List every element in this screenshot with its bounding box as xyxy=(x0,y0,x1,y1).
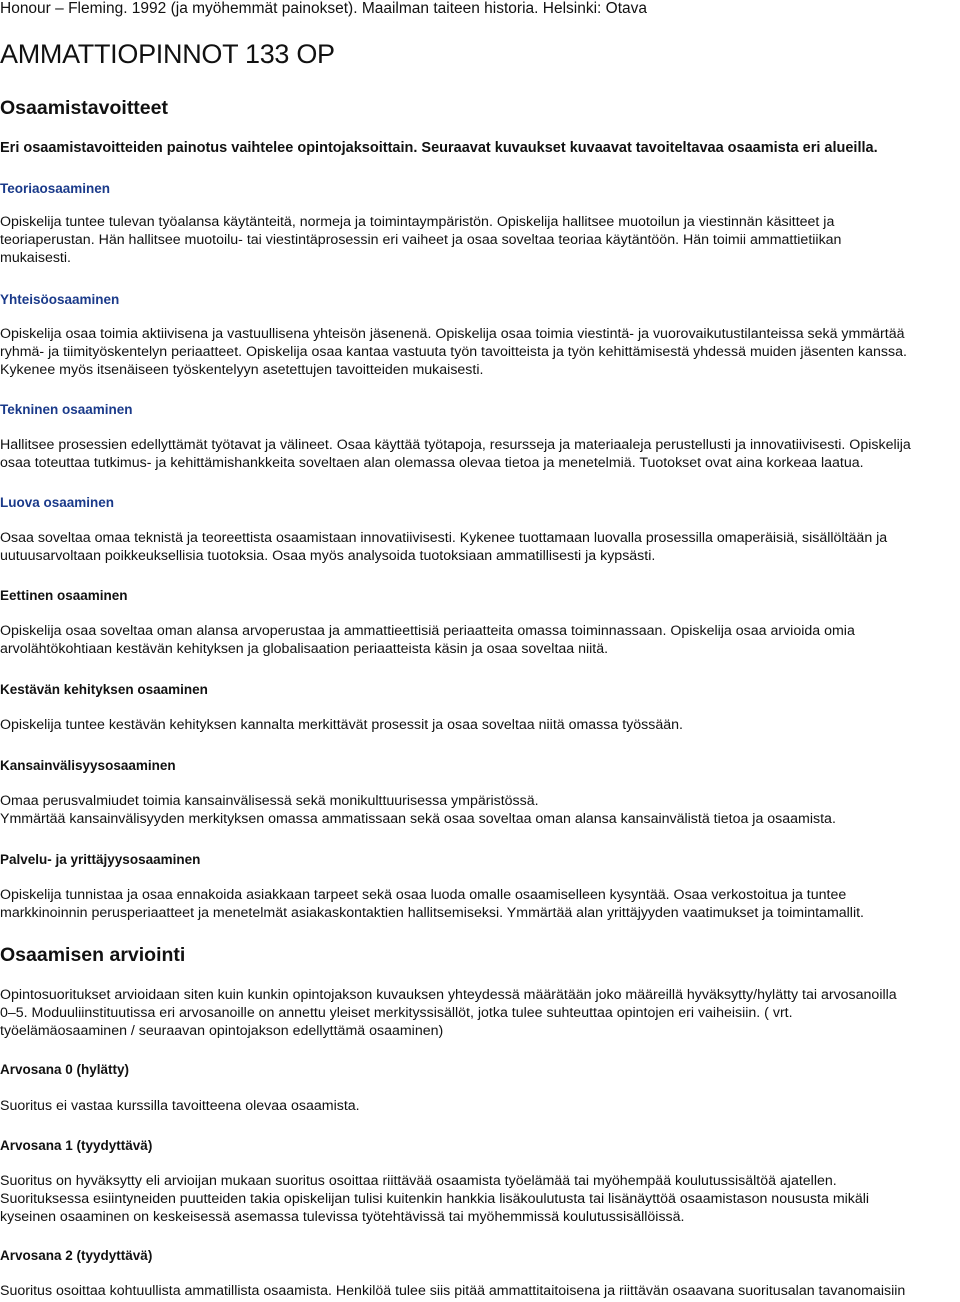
text-line: osaa toteuttaa tutkimus- ja kehittämishankkeita soveltaen alan olemassa olevaa tietoa ja menetelmiä. Tuotokset ovat aina korkeaa laatua. xyxy=(0,455,864,471)
section-heading-osaamistavoitteet: Osaamistavoitteet xyxy=(0,97,168,119)
text-line: mukaisesti. xyxy=(0,250,71,266)
subheading-kestavan-kehityksen-osaaminen: Kestävän kehityksen osaaminen xyxy=(0,682,208,697)
paragraph-arvosana-2 xyxy=(0,1282,960,1300)
text-line: kyseinen osaaminen on keskeisessä asemassa tulevissa työtehtävissä tai myöhemmissä koulutussisällöissä. xyxy=(0,1209,685,1225)
paragraph-palvelu-ja-yrittajyysosaaminen xyxy=(0,886,960,922)
subheading-yhteisoosaaminen: Yhteisöosaaminen xyxy=(0,292,120,307)
text-line: Suoritus ei vastaa kurssilla tavoitteena olevaa osaamista. xyxy=(0,1098,360,1114)
text-line: Osaa soveltaa omaa teknistä ja teoreettista osaamistaan innovatiivisesti. Kykenee tuottamaan luovalla prosessilla omaperäisiä, sisällöltään ja xyxy=(0,530,888,546)
paragraph-arviointi-intro xyxy=(0,986,960,1040)
text-line: 0–5. Moduuliinstituutissa eri arvosanoille on annettu yleiset merkityssisällöt, jotka tulee suhteuttaa opintojen eri vaiheisiin. ( vrt. xyxy=(0,1005,793,1021)
paragraph-luova-osaaminen xyxy=(0,529,960,565)
paragraph-kestavan-kehityksen-osaaminen xyxy=(0,716,960,734)
subheading-arvosana-1: Arvosana 1 (tyydyttävä) xyxy=(0,1138,153,1153)
paragraph-arvosana-0 xyxy=(0,1097,960,1115)
reference-line: Honour – Fleming. 1992 (ja myöhemmät painokset). Maailman taiteen historia. Helsinki: Otava xyxy=(0,0,647,17)
text-line: Suoritus osoittaa kohtuullista ammatillista osaamista. Henkilöä tulee siis pitää ammattitaitoisena ja riittävän osaavana suoritusalan tavanomaisiin xyxy=(0,1283,906,1299)
text-line: ryhmä- ja tiimityöskentelyn periaatteet. Opiskelija osaa kantaa vastuuta työn tavoitteista ja työn kehittämisestä yhdessä muiden jäsenten kanssa. xyxy=(0,344,907,360)
subheading-arvosana-2: Arvosana 2 (tyydyttävä) xyxy=(0,1248,153,1263)
paragraph-eettinen-osaaminen xyxy=(0,622,960,658)
paragraph-tekninen-osaaminen xyxy=(0,436,960,472)
text-line: Opiskelija osaa toimia aktiivisena ja vastuullisena yhteisön jäsenenä. Opiskelija osaa toimia viestintä- ja vuorovaikutustilanteissa sekä ymmärtää xyxy=(0,326,905,342)
text-line: Opiskelija tunnistaa ja osaa ennakoida asiakkaan tarpeet sekä osaa luoda omalle osaamiselleen kysyntää. Osaa verkostoitua ja tuntee xyxy=(0,887,847,903)
subheading-luova-osaaminen: Luova osaaminen xyxy=(0,495,115,510)
subheading-eettinen-osaaminen: Eettinen osaaminen xyxy=(0,588,128,603)
paragraph-arvosana-1 xyxy=(0,1172,960,1226)
text-line: Omaa perusvalmiudet toimia kansainvälisessä sekä monikulttuurisessa ympäristössä. xyxy=(0,793,539,809)
text-line: arvolähtökohtiaan kestävän kehityksen ja globalisaation periaatteista käsin ja osaa soveltaa niitä. xyxy=(0,641,609,657)
subheading-kansainvalisyysosaaminen: Kansainvälisyysosaaminen xyxy=(0,758,176,773)
text-line: Opiskelija tuntee kestävän kehityksen kannalta merkittävät prosessit ja osaa soveltaa niitä omassa työssään. xyxy=(0,717,683,733)
text-line: uutuusarvoltaan poikkeuksellisia tuotoksia. Osaa myös analysoida tuotoksiaan ammatillisesti ja kypsästi. xyxy=(0,548,656,564)
text-line: työelämäosaaminen / seuraavan opintojakson edellyttämä osaaminen) xyxy=(0,1023,444,1039)
section-heading-osaamisen-arviointi: Osaamisen arviointi xyxy=(0,944,186,966)
text-line: Kykenee myös itsenäiseen työskentelyyn asetettujen tavoitteiden mukaisesti. xyxy=(0,362,484,378)
subheading-palvelu-ja-yrittajyysosaaminen: Palvelu- ja yrittäjyysosaaminen xyxy=(0,852,201,867)
text-line: Suorituksessa esiintyneiden puutteiden takia opiskelijan tulisi kuitenkin hankkia lisäkoulutusta tai lisänäyttöä osaamistason noususta mikäli xyxy=(0,1191,870,1207)
section-lead: Eri osaamistavoitteiden painotus vaihtelee opintojaksoittain. Seuraavat kuvaukset kuvaavat tavoiteltavaa osaamista eri alueilla. xyxy=(0,140,878,156)
text-line: Opiskelija osaa soveltaa oman alansa arvoperustaa ja ammattieettisiä periaatteita omassa toiminnassaan. Opiskelija osaa arvioida omia xyxy=(0,623,855,639)
text-line: teoriaperustan. Hän hallitsee muotoilu- tai viestintäprosessin eri vaiheet ja osaa soveltaa teoriaa käytäntöön. Hän toimii ammattietiikan xyxy=(0,232,842,248)
text-line: Ymmärtää kansainvälisyyden merkityksen omassa ammatissaan sekä osaa soveltaa oman alansa kansainvälistä tietoa ja osaamista. xyxy=(0,811,836,827)
text-line: Suoritus on hyväksytty eli arvioijan mukaan suoritus osoittaa riittävää osaamista työelämää tai myöhempää koulutussisältöä ajatellen. xyxy=(0,1173,837,1189)
text-line: Opintosuoritukset arvioidaan siten kuin kunkin opintojakson kuvauksen yhteydessä määrätään joko määreillä hyväksytty/hylätty tai arvosanoilla xyxy=(0,987,897,1003)
subheading-arvosana-0: Arvosana 0 (hylätty) xyxy=(0,1062,130,1077)
subheading-teoriaosaaminen: Teoriaosaaminen xyxy=(0,181,111,196)
text-line: markkinoinnin perusperiaatteet ja menetelmät asiakaskontaktien hallitsemiseksi. Ymmärtää alan yrittäjyyden vaatimukset ja toimintamallit. xyxy=(0,905,864,921)
paragraph-yhteisoosaaminen xyxy=(0,325,960,379)
page-title: AMMATTIOPINNOT 133 OP xyxy=(0,39,335,69)
paragraph-teoriaosaaminen xyxy=(0,213,960,267)
paragraph-kansainvalisyysosaaminen xyxy=(0,792,960,828)
text-line: Opiskelija tuntee tulevan työalansa käytänteitä, normeja ja toimintaympäristön. Opiskelija hallitsee muotoilun ja viestinnän käsitteet ja xyxy=(0,214,835,230)
text-line: Hallitsee prosessien edellyttämät työtavat ja välineet. Osaa käyttää työtapoja, resursseja ja materiaaleja perustellusti ja innovatiivisesti. Opiskelija xyxy=(0,437,911,453)
subheading-tekninen-osaaminen: Tekninen osaaminen xyxy=(0,402,133,417)
